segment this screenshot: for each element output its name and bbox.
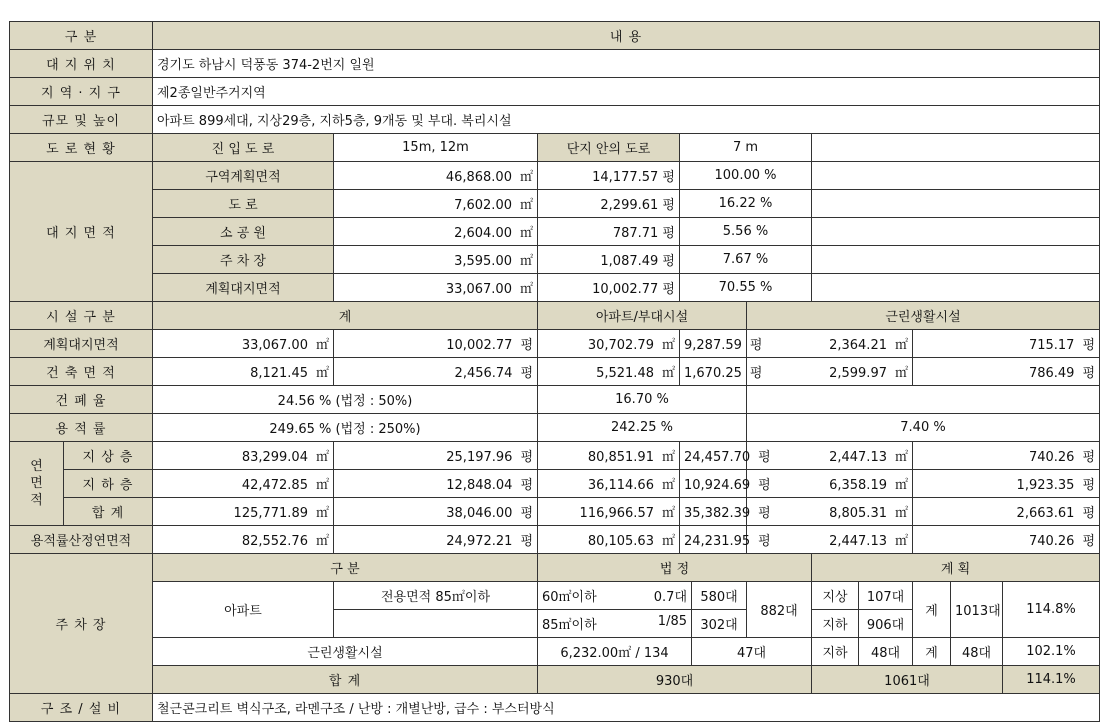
far-total: 249.65 % (법정 : 250%): [153, 414, 538, 442]
scale-label: 규모 및 높이: [10, 106, 153, 134]
parking-legal-60-count: 580대: [692, 582, 747, 610]
parking-apt-label: 아파트: [153, 582, 334, 638]
parking-legal-header: 법 정: [538, 554, 812, 582]
location-value: 경기도 하남시 덕풍동 374-2번지 일원: [153, 50, 1100, 78]
parking-category-header: 구 분: [153, 554, 538, 582]
scale-row: [10, 106, 1100, 134]
header-content: 내 용: [153, 22, 1100, 50]
coverage-row: [10, 386, 1100, 414]
parking-plan-sum: 1013대: [951, 582, 1003, 638]
build-area-row: 건 축 면 적 8,121.45 ㎡ 2,456.74 평 5,521.48 ㎡ 1,670.25 평 2,599.97 ㎡ 786.49 평: [10, 358, 1100, 386]
site-m2: 46,868.00 ㎡: [334, 162, 538, 190]
floor-area-name: 합 계: [64, 498, 153, 526]
zone-row: [10, 78, 1100, 106]
parking-retail-sum-label: 계: [913, 638, 951, 666]
site-py: 1,087.49 평: [538, 246, 680, 274]
structure-value: 철근콘크리트 벽식구조, 라멘구조 / 난방 : 개별난방, 급수 : 부스터방식: [153, 694, 1100, 722]
site-m2: 7,602.00 ㎡: [334, 190, 538, 218]
site-pct: 16.22 %: [680, 190, 812, 218]
floor-area-name: 지 상 층: [64, 442, 153, 470]
parking-above-value: 107대: [859, 582, 913, 610]
build-area-label: 건 축 면 적: [10, 358, 153, 386]
structure-label: 구 조 / 설 비: [10, 694, 153, 722]
parking-header-row: [10, 554, 1100, 582]
parking-plan-header: 계 획: [812, 554, 1100, 582]
parking-legal-85: 85㎡이하 1/85: [538, 610, 692, 638]
road-entry-value: 15m, 12m: [334, 134, 538, 162]
parking-retail-legal-value: 47대: [692, 638, 812, 666]
facility-label: 시 설 구 분: [10, 302, 153, 330]
parking-below-value: 906대: [859, 610, 913, 638]
parking-total-row: [10, 666, 1100, 694]
site-m2: 33,067.00 ㎡: [334, 274, 538, 302]
parking-label: 주 차 장: [10, 554, 153, 694]
parking-legal-sum: 882대: [747, 582, 812, 638]
parking-retail-plan-value: 48대: [859, 638, 913, 666]
site-name: 구역계획면적: [153, 162, 334, 190]
far-retail: 7.40 %: [747, 414, 1100, 442]
far-area-row: 용적률산정연면적 82,552.76 ㎡ 24,972.21 평 80,105.63 ㎡ 24,231.95 평 2,447.13 ㎡ 740.26 평: [10, 526, 1100, 554]
coverage-apt: 16.70 %: [538, 386, 747, 414]
parking-total-rate: 114.1%: [1003, 666, 1100, 694]
scale-value: 아파트 899세대, 지상29층, 지하5층, 9개동 및 부대. 복리시설: [153, 106, 1100, 134]
parking-total-label: 합 계: [153, 666, 538, 694]
site-name: 도 로: [153, 190, 334, 218]
parking-total-legal: 930대: [538, 666, 812, 694]
site-py: 2,299.61 평: [538, 190, 680, 218]
far-row: [10, 414, 1100, 442]
plan-area-label: 계획대지면적: [10, 330, 153, 358]
site-row: [10, 246, 1100, 274]
parking-legal-85-count: 302대: [692, 610, 747, 638]
site-row: [10, 190, 1100, 218]
parking-retail-plan-label: 지하: [812, 638, 859, 666]
facility-apt: 아파트/부대시설: [538, 302, 747, 330]
road-row: [10, 134, 1100, 162]
zone-value: 제2종일반주거지역: [153, 78, 1100, 106]
site-name: 소 공 원: [153, 218, 334, 246]
location-label: 대 지 위 치: [10, 50, 153, 78]
parking-retail-legal: 6,232.00㎡ / 134: [538, 638, 692, 666]
far-apt: 242.25 %: [538, 414, 747, 442]
floor-area-name: 지 하 층: [64, 470, 153, 498]
parking-retail-label: 근린생활시설: [153, 638, 538, 666]
parking-retail-row: [10, 638, 1100, 666]
parking-total-plan: 1061대: [812, 666, 1003, 694]
coverage-retail: [747, 386, 1100, 414]
floor-area-label: 연 면 적: [10, 442, 64, 526]
site-row: [10, 218, 1100, 246]
road-inner-label: 단지 안의 도로: [538, 134, 680, 162]
site-row: [10, 162, 1100, 190]
facility-header-row: [10, 302, 1100, 330]
road-label: 도 로 현 황: [10, 134, 153, 162]
site-py: 10,002.77 평: [538, 274, 680, 302]
parking-retail-sum: 48대: [951, 638, 1003, 666]
road-empty: [812, 134, 1100, 162]
parking-retail-rate: 102.1%: [1003, 638, 1100, 666]
site-pct: 70.55 %: [680, 274, 812, 302]
site-name: 계획대지면적: [153, 274, 334, 302]
site-row: [10, 274, 1100, 302]
site-pct: 5.56 %: [680, 218, 812, 246]
site-spec-table: [9, 21, 1100, 722]
road-inner-value: 7 m: [680, 134, 812, 162]
floor-area-row: 연 면 적 지 상 층 83,299.04 ㎡ 25,197.96 평 80,851.91 ㎡ 24,457.70 평 2,447.13 ㎡ 740.26 평: [10, 442, 1100, 470]
parking-above-label: 지상: [812, 582, 859, 610]
floor-area-row: 합 계 125,771.89 ㎡ 38,046.00 평 116,966.57 ㎡ 35,382.39 평 8,805.31 ㎡ 2,663.61 평: [10, 498, 1100, 526]
facility-retail: 근린생활시설: [747, 302, 1100, 330]
coverage-total: 24.56 % (법정 : 50%): [153, 386, 538, 414]
location-row: [10, 50, 1100, 78]
header-row: [10, 22, 1100, 50]
site-pct: 7.67 %: [680, 246, 812, 274]
parking-plan-rate: 114.8%: [1003, 582, 1100, 638]
parking-plan-sum-label: 계: [913, 582, 951, 638]
floor-area-row: 지 하 층 42,472.85 ㎡ 12,848.04 평 36,114.66 ㎡ 10,924.69 평 6,358.19 ㎡ 1,923.35 평: [10, 470, 1100, 498]
far-label: 용 적 률: [10, 414, 153, 442]
far-area-label: 용적률산정연면적: [10, 526, 153, 554]
parking-below-label: 지하: [812, 610, 859, 638]
zone-label: 지 역 · 지 구: [10, 78, 153, 106]
site-label: 대 지 면 적: [10, 162, 153, 302]
parking-apt-row: [10, 582, 1100, 610]
site-py: 787.71 평: [538, 218, 680, 246]
site-m2: 3,595.00 ㎡: [334, 246, 538, 274]
facility-total: 계: [153, 302, 538, 330]
structure-row: [10, 694, 1100, 722]
plan-area-row: 계획대지면적 33,067.00 ㎡ 10,002.77 평 30,702.79 ㎡ 9,287.59 평 2,364.21 ㎡ 715.17 평: [10, 330, 1100, 358]
parking-apt-sub: 전용면적 85㎡이하: [334, 582, 538, 610]
road-entry-label: 진 입 도 로: [153, 134, 334, 162]
header-category: 구 분: [10, 22, 153, 50]
site-m2: 2,604.00 ㎡: [334, 218, 538, 246]
parking-legal-60: 60㎡이하 0.7대: [538, 582, 692, 610]
site-pct: 100.00 %: [680, 162, 812, 190]
coverage-label: 건 폐 율: [10, 386, 153, 414]
site-py: 14,177.57 평: [538, 162, 680, 190]
site-name: 주 차 장: [153, 246, 334, 274]
